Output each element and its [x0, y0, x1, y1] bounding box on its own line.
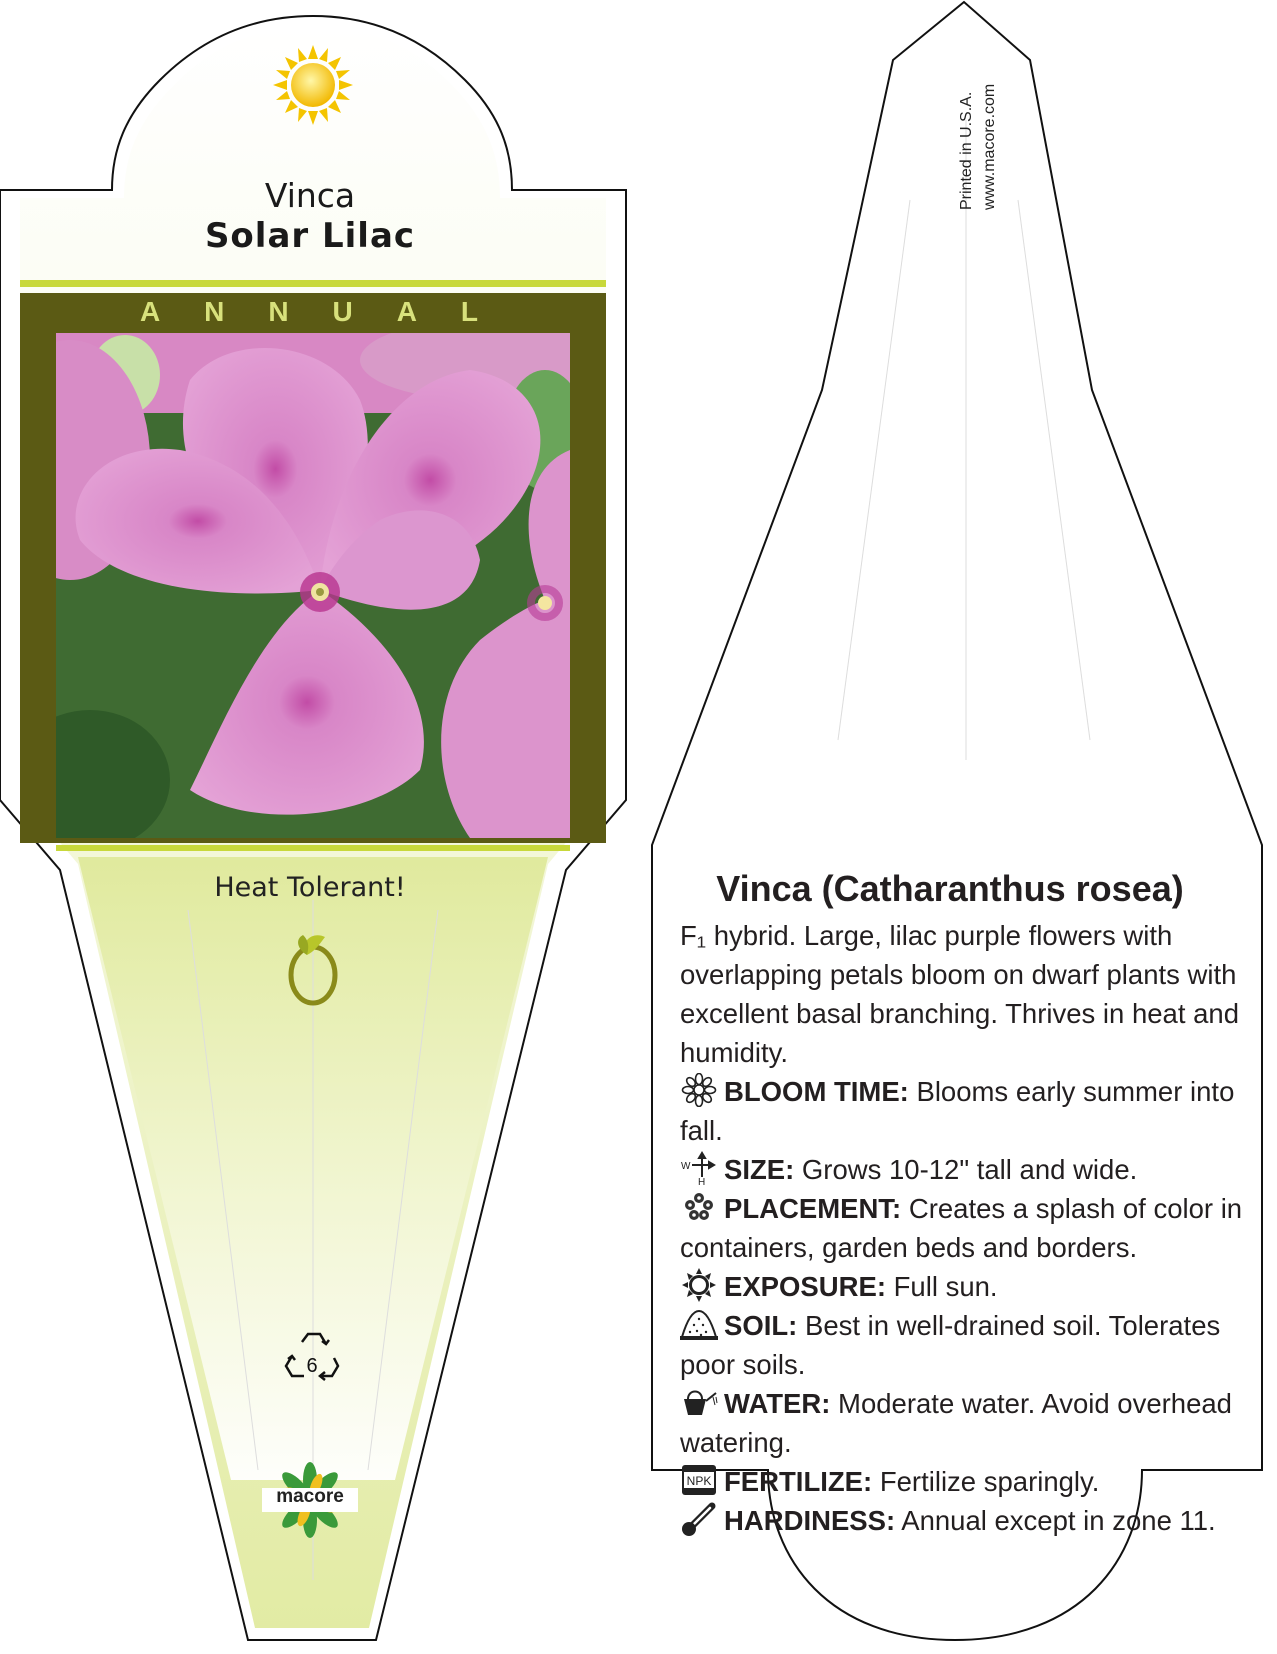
- size-arrows-icon: [680, 1151, 720, 1185]
- plant-description: F₁ hybrid. Large, lilac purple flowers with overlapping petals bloom on dwarf plants with excellent basal branching. Thrives in heat and humidity.: [680, 920, 1240, 1068]
- header-lime-rule: [20, 280, 606, 287]
- care-text: Full sun.: [885, 1271, 998, 1302]
- care-row-water: [680, 1384, 1260, 1462]
- category-letter: U: [332, 296, 353, 327]
- care-label: FERTILIZE:: [724, 1466, 873, 1497]
- care-label: EXPOSURE:: [724, 1271, 886, 1302]
- care-row-hardiness: [680, 1501, 1260, 1540]
- placement-flowers-icon: [680, 1190, 720, 1224]
- category-letter: N: [268, 296, 289, 327]
- category-letter: L: [460, 296, 478, 327]
- care-row-size: [680, 1150, 1260, 1189]
- care-row-placement: [680, 1189, 1260, 1267]
- care-row-exposure: [680, 1267, 1260, 1306]
- category-letter: N: [204, 296, 225, 327]
- printed-info: [955, 84, 1001, 210]
- care-text: Grows 10-12" tall and wide.: [794, 1154, 1138, 1185]
- care-text: Fertilize sparingly.: [872, 1466, 1100, 1497]
- npk-fertilizer-icon: [680, 1463, 720, 1497]
- brand-name: macore: [276, 1486, 344, 1507]
- care-text: Best in well-drained soil. Tolerates poor soils.: [680, 1310, 1221, 1380]
- recycle-number: 6: [306, 1355, 318, 1377]
- watering-can-icon: [680, 1385, 720, 1419]
- common-name: Vinca: [264, 176, 356, 215]
- cultivar-name: Solar Lilac: [204, 216, 416, 256]
- sun-exposure-icon: [680, 1268, 720, 1302]
- care-info-panel: [680, 868, 1260, 1540]
- size-h-letter: H: [698, 1177, 706, 1185]
- category-label: [140, 296, 478, 328]
- care-text: Blooms early summer into fall.: [680, 1076, 1235, 1146]
- website-line: www.macore.com: [981, 83, 998, 210]
- tagline: Heat Tolerant!: [214, 872, 406, 903]
- care-label: SOIL:: [724, 1310, 798, 1341]
- bloom-flower-icon: [680, 1073, 720, 1107]
- soil-mound-icon: [680, 1307, 720, 1341]
- footer-lime-rule: [56, 845, 570, 851]
- care-text: Annual except in zone 11.: [895, 1505, 1216, 1536]
- care-label: HARDINESS:: [724, 1505, 896, 1536]
- botanical-title: Vinca (Catharanthus rosea): [716, 868, 1184, 909]
- printed-line: Printed in U.S.A.: [958, 91, 975, 210]
- size-w-letter: W: [681, 1161, 691, 1172]
- thermometer-icon: [680, 1502, 720, 1536]
- flower-photo: [0, 320, 600, 850]
- care-row-bloom: [680, 1072, 1260, 1150]
- care-row-fertilize: [680, 1462, 1260, 1501]
- care-label: WATER:: [724, 1388, 831, 1419]
- category-letter: A: [396, 296, 417, 327]
- care-label: BLOOM TIME:: [724, 1076, 909, 1107]
- sun-icon: [273, 45, 353, 125]
- care-row-soil: [680, 1306, 1260, 1384]
- care-text: Moderate water. Avoid overhead watering.: [680, 1388, 1232, 1458]
- care-label: SIZE:: [724, 1154, 795, 1185]
- npk-label: NPK: [686, 1474, 712, 1488]
- category-letter: A: [140, 296, 161, 327]
- care-label: PLACEMENT:: [724, 1193, 902, 1224]
- care-text: Creates a splash of color in containers, garden beds and borders.: [680, 1193, 1243, 1263]
